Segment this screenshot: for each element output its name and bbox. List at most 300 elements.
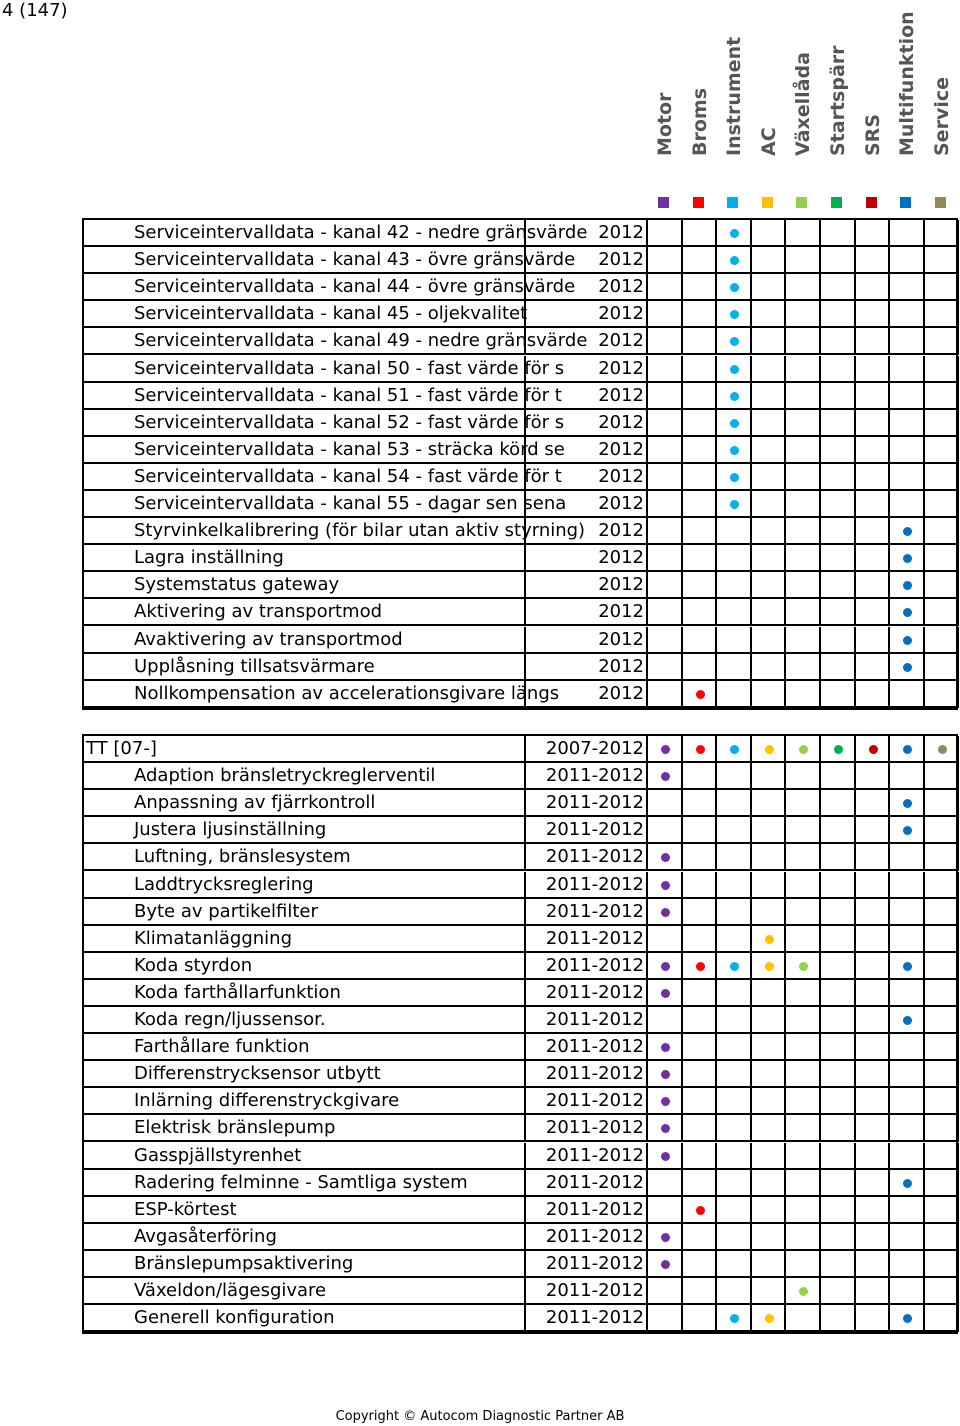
- table-row: [84, 899, 956, 926]
- cell-växellåda: [786, 383, 821, 410]
- cell-broms: [683, 545, 718, 572]
- cell-multifunktion: [890, 1170, 925, 1197]
- column-header-växellåda: [786, 52, 820, 208]
- cell-service: [925, 1088, 960, 1115]
- cell-multifunktion: [890, 872, 925, 899]
- row-year: 2012: [526, 491, 648, 518]
- cell-srs: [856, 627, 891, 654]
- cell-motor: [648, 328, 683, 355]
- cell-startspärr: [821, 736, 856, 763]
- row-year: 2012: [526, 301, 648, 328]
- cell-broms: [683, 1224, 718, 1251]
- cell-ac: [752, 980, 787, 1007]
- cell-multifunktion: [890, 356, 925, 383]
- cell-startspärr: [821, 926, 856, 953]
- cell-srs: [856, 1305, 891, 1332]
- legend-square-icon: [935, 197, 946, 208]
- cell-växellåda: [786, 220, 821, 247]
- cell-broms: [683, 736, 718, 763]
- legend-square-icon: [900, 197, 911, 208]
- cell-växellåda: [786, 736, 821, 763]
- cell-multifunktion: [890, 1224, 925, 1251]
- row-year: 2012: [526, 328, 648, 355]
- row-year: 2011-2012: [526, 1197, 648, 1224]
- cell-instrument: [717, 926, 752, 953]
- cell-service: [925, 437, 960, 464]
- cell-ac: [752, 1061, 787, 1088]
- cell-instrument: [717, 464, 752, 491]
- cell-service: [925, 383, 960, 410]
- table-row: [84, 844, 956, 871]
- cell-motor: [648, 356, 683, 383]
- cell-växellåda: [786, 1251, 821, 1278]
- cell-växellåda: [786, 1061, 821, 1088]
- column-header-startspärr: [821, 45, 855, 208]
- cell-startspärr: [821, 654, 856, 681]
- row-year: 2012: [526, 464, 648, 491]
- cell-ac: [752, 817, 787, 844]
- cell-multifunktion: [890, 1251, 925, 1278]
- cell-service: [925, 926, 960, 953]
- table-row: [84, 220, 956, 247]
- cell-multifunktion: [890, 1305, 925, 1332]
- cell-multifunktion: [890, 599, 925, 626]
- cell-srs: [856, 681, 891, 708]
- cell-srs: [856, 817, 891, 844]
- cell-instrument: [717, 1061, 752, 1088]
- cell-multifunktion: [890, 926, 925, 953]
- row-year: 2007-2012: [526, 736, 648, 763]
- cell-service: [925, 328, 960, 355]
- cell-motor: [648, 1305, 683, 1332]
- cell-växellåda: [786, 437, 821, 464]
- table-row: [84, 980, 956, 1007]
- row-name: Anpassning av fjärrkontroll: [84, 790, 526, 817]
- system-dot-icon: [799, 1287, 808, 1296]
- cell-startspärr: [821, 1305, 856, 1332]
- cell-ac: [752, 1170, 787, 1197]
- row-year: 2011-2012: [526, 844, 648, 871]
- cell-service: [925, 844, 960, 871]
- cell-broms: [683, 763, 718, 790]
- cell-motor: [648, 899, 683, 926]
- cell-broms: [683, 1251, 718, 1278]
- cell-srs: [856, 328, 891, 355]
- table-row: [84, 410, 956, 437]
- cell-multifunktion: [890, 383, 925, 410]
- cell-motor: [648, 817, 683, 844]
- system-dot-icon: [903, 1016, 912, 1025]
- cell-broms: [683, 572, 718, 599]
- cell-startspärr: [821, 844, 856, 871]
- table-row: [84, 681, 956, 708]
- system-dot-icon: [661, 1124, 670, 1133]
- cell-srs: [856, 1170, 891, 1197]
- system-dot-icon: [730, 337, 739, 346]
- cell-multifunktion: [890, 247, 925, 274]
- table-row: [84, 464, 956, 491]
- cell-multifunktion: [890, 491, 925, 518]
- cell-växellåda: [786, 844, 821, 871]
- cell-service: [925, 572, 960, 599]
- cell-srs: [856, 1224, 891, 1251]
- cell-motor: [648, 1115, 683, 1142]
- cell-ac: [752, 926, 787, 953]
- cell-ac: [752, 844, 787, 871]
- cell-instrument: [717, 1007, 752, 1034]
- row-name: Laddtrycksreglering: [84, 872, 526, 899]
- cell-ac: [752, 383, 787, 410]
- table-row: [84, 763, 956, 790]
- cell-service: [925, 1170, 960, 1197]
- cell-broms: [683, 1197, 718, 1224]
- cell-ac: [752, 274, 787, 301]
- system-dot-icon: [903, 581, 912, 590]
- cell-växellåda: [786, 654, 821, 681]
- cell-service: [925, 1143, 960, 1170]
- cell-instrument: [717, 1115, 752, 1142]
- system-dot-icon: [661, 772, 670, 781]
- column-header-broms: [683, 58, 717, 208]
- cell-broms: [683, 383, 718, 410]
- row-year: 2012: [526, 274, 648, 301]
- cell-multifunktion: [890, 545, 925, 572]
- cell-multifunktion: [890, 736, 925, 763]
- cell-broms: [683, 1034, 718, 1061]
- cell-ac: [752, 1197, 787, 1224]
- legend-square-icon: [658, 197, 669, 208]
- row-year: 2012: [526, 654, 648, 681]
- row-name: Klimatanläggning: [84, 926, 526, 953]
- cell-startspärr: [821, 410, 856, 437]
- cell-växellåda: [786, 1278, 821, 1305]
- cell-broms: [683, 654, 718, 681]
- cell-ac: [752, 1251, 787, 1278]
- cell-ac: [752, 790, 787, 817]
- cell-service: [925, 1224, 960, 1251]
- cell-broms: [683, 518, 718, 545]
- cell-service: [925, 627, 960, 654]
- cell-motor: [648, 301, 683, 328]
- cell-broms: [683, 410, 718, 437]
- cell-motor: [648, 654, 683, 681]
- column-header-motor: [648, 58, 682, 208]
- cell-växellåda: [786, 1197, 821, 1224]
- cell-startspärr: [821, 247, 856, 274]
- row-year: 2012: [526, 383, 648, 410]
- cell-motor: [648, 274, 683, 301]
- cell-srs: [856, 545, 891, 572]
- column-header-instrument: [717, 36, 751, 208]
- system-dot-icon: [938, 745, 947, 754]
- cell-motor: [648, 1251, 683, 1278]
- cell-instrument: [717, 1251, 752, 1278]
- cell-srs: [856, 410, 891, 437]
- cell-växellåda: [786, 1224, 821, 1251]
- cell-växellåda: [786, 301, 821, 328]
- cell-ac: [752, 681, 787, 708]
- cell-broms: [683, 1115, 718, 1142]
- cell-srs: [856, 274, 891, 301]
- cell-multifunktion: [890, 437, 925, 464]
- cell-växellåda: [786, 980, 821, 1007]
- cell-motor: [648, 736, 683, 763]
- row-name: Aktivering av transportmod: [84, 599, 526, 626]
- cell-instrument: [717, 1088, 752, 1115]
- system-dot-icon: [765, 935, 774, 944]
- cell-multifunktion: [890, 1034, 925, 1061]
- cell-instrument: [717, 1305, 752, 1332]
- cell-service: [925, 491, 960, 518]
- cell-instrument: [717, 627, 752, 654]
- cell-srs: [856, 437, 891, 464]
- cell-service: [925, 817, 960, 844]
- table-row: [84, 1251, 956, 1278]
- system-dot-icon: [661, 1152, 670, 1161]
- table-row: [84, 1170, 956, 1197]
- legend-square-icon: [796, 197, 807, 208]
- row-year: 2011-2012: [526, 1224, 648, 1251]
- cell-instrument: [717, 654, 752, 681]
- cell-instrument: [717, 437, 752, 464]
- cell-motor: [648, 599, 683, 626]
- row-name: Koda farthållarfunktion: [84, 980, 526, 1007]
- cell-motor: [648, 220, 683, 247]
- cell-ac: [752, 437, 787, 464]
- row-year: 2011-2012: [526, 1115, 648, 1142]
- cell-service: [925, 654, 960, 681]
- cell-ac: [752, 410, 787, 437]
- cell-ac: [752, 518, 787, 545]
- row-name: Elektrisk bränslepump: [84, 1115, 526, 1142]
- row-name: Bränslepumpsaktivering: [84, 1251, 526, 1278]
- cell-ac: [752, 763, 787, 790]
- cell-startspärr: [821, 899, 856, 926]
- cell-srs: [856, 926, 891, 953]
- cell-broms: [683, 899, 718, 926]
- system-dot-icon: [730, 745, 739, 754]
- table-row: [84, 572, 956, 599]
- cell-srs: [856, 491, 891, 518]
- column-header-label: SRS: [861, 114, 884, 156]
- cell-växellåda: [786, 356, 821, 383]
- system-dot-icon: [661, 989, 670, 998]
- cell-motor: [648, 545, 683, 572]
- cell-multifunktion: [890, 328, 925, 355]
- cell-startspärr: [821, 790, 856, 817]
- system-dot-icon: [730, 500, 739, 509]
- cell-broms: [683, 872, 718, 899]
- cell-service: [925, 899, 960, 926]
- legend-square-icon: [866, 197, 877, 208]
- row-year: 2012: [526, 247, 648, 274]
- table-row: [84, 247, 956, 274]
- cell-startspärr: [821, 817, 856, 844]
- cell-service: [925, 1251, 960, 1278]
- cell-multifunktion: [890, 1088, 925, 1115]
- cell-srs: [856, 980, 891, 1007]
- column-header-label: Multifunktion: [896, 11, 919, 156]
- cell-multifunktion: [890, 844, 925, 871]
- cell-växellåda: [786, 572, 821, 599]
- table-row: [84, 437, 956, 464]
- cell-motor: [648, 383, 683, 410]
- cell-multifunktion: [890, 980, 925, 1007]
- row-year: 2012: [526, 518, 648, 545]
- system-dot-icon: [903, 1179, 912, 1188]
- cell-växellåda: [786, 899, 821, 926]
- cell-startspärr: [821, 301, 856, 328]
- column-header-label: Växellåda: [792, 52, 815, 156]
- table-row: [84, 654, 956, 681]
- cell-växellåda: [786, 1088, 821, 1115]
- table-2: [82, 734, 958, 1334]
- table-row: [84, 274, 956, 301]
- row-year: 2011-2012: [526, 926, 648, 953]
- cell-broms: [683, 356, 718, 383]
- column-header-label: AC: [757, 127, 780, 156]
- table-row: [84, 1224, 956, 1251]
- cell-instrument: [717, 572, 752, 599]
- row-name: Serviceintervalldata - kanal 50 - fast värde för s: [84, 356, 526, 383]
- cell-srs: [856, 220, 891, 247]
- cell-ac: [752, 1088, 787, 1115]
- legend-square-icon: [762, 197, 773, 208]
- row-year: 2011-2012: [526, 1143, 648, 1170]
- cell-instrument: [717, 410, 752, 437]
- cell-broms: [683, 1061, 718, 1088]
- cell-startspärr: [821, 220, 856, 247]
- cell-växellåda: [786, 681, 821, 708]
- cell-srs: [856, 356, 891, 383]
- cell-broms: [683, 464, 718, 491]
- cell-instrument: [717, 899, 752, 926]
- cell-instrument: [717, 301, 752, 328]
- cell-service: [925, 790, 960, 817]
- system-dot-icon: [730, 962, 739, 971]
- row-name: Serviceintervalldata - kanal 51 - fast värde för t: [84, 383, 526, 410]
- cell-motor: [648, 1061, 683, 1088]
- system-dot-icon: [661, 1070, 670, 1079]
- cell-multifunktion: [890, 1143, 925, 1170]
- system-dot-icon: [661, 962, 670, 971]
- system-dot-icon: [730, 446, 739, 455]
- cell-växellåda: [786, 953, 821, 980]
- system-dot-icon: [730, 365, 739, 374]
- cell-växellåda: [786, 872, 821, 899]
- row-name: Generell konfiguration: [84, 1305, 526, 1332]
- cell-ac: [752, 301, 787, 328]
- row-year: 2012: [526, 681, 648, 708]
- row-name: Serviceintervalldata - kanal 44 - övre gränsvärde: [84, 274, 526, 301]
- cell-motor: [648, 1088, 683, 1115]
- cell-växellåda: [786, 627, 821, 654]
- cell-srs: [856, 383, 891, 410]
- column-header-label: Instrument: [723, 36, 746, 156]
- cell-startspärr: [821, 980, 856, 1007]
- cell-växellåda: [786, 491, 821, 518]
- cell-växellåda: [786, 410, 821, 437]
- row-name: Justera ljusinställning: [84, 817, 526, 844]
- cell-startspärr: [821, 545, 856, 572]
- cell-ac: [752, 872, 787, 899]
- system-dot-icon: [765, 962, 774, 971]
- cell-ac: [752, 1115, 787, 1142]
- cell-multifunktion: [890, 953, 925, 980]
- cell-service: [925, 872, 960, 899]
- cell-srs: [856, 518, 891, 545]
- row-name: Farthållare funktion: [84, 1034, 526, 1061]
- page-number: 4 (147): [2, 0, 68, 21]
- table-row: [84, 872, 956, 899]
- table-1: [82, 218, 958, 710]
- row-year: 2012: [526, 437, 648, 464]
- column-header-srs: [856, 58, 890, 208]
- table-row: [84, 491, 956, 518]
- cell-motor: [648, 1170, 683, 1197]
- cell-instrument: [717, 518, 752, 545]
- cell-service: [925, 681, 960, 708]
- cell-instrument: [717, 1034, 752, 1061]
- cell-ac: [752, 1224, 787, 1251]
- cell-broms: [683, 437, 718, 464]
- cell-startspärr: [821, 572, 856, 599]
- row-year: 2011-2012: [526, 817, 648, 844]
- table-row: [84, 1088, 956, 1115]
- cell-ac: [752, 356, 787, 383]
- row-year: 2011-2012: [526, 1278, 648, 1305]
- cell-motor: [648, 572, 683, 599]
- cell-växellåda: [786, 1007, 821, 1034]
- cell-motor: [648, 410, 683, 437]
- cell-service: [925, 1197, 960, 1224]
- row-name: Koda regn/ljussensor.: [84, 1007, 526, 1034]
- cell-motor: [648, 518, 683, 545]
- cell-multifunktion: [890, 572, 925, 599]
- column-header-label: Service: [930, 77, 953, 156]
- cell-instrument: [717, 763, 752, 790]
- cell-broms: [683, 599, 718, 626]
- table-row: [84, 1305, 956, 1332]
- system-dot-icon: [730, 229, 739, 238]
- cell-motor: [648, 953, 683, 980]
- cell-srs: [856, 872, 891, 899]
- table-row: [84, 518, 956, 545]
- cell-srs: [856, 736, 891, 763]
- system-dot-icon: [903, 826, 912, 835]
- cell-service: [925, 301, 960, 328]
- cell-broms: [683, 1170, 718, 1197]
- cell-broms: [683, 817, 718, 844]
- table-row: [84, 627, 956, 654]
- cell-motor: [648, 247, 683, 274]
- cell-multifunktion: [890, 301, 925, 328]
- cell-startspärr: [821, 953, 856, 980]
- cell-instrument: [717, 872, 752, 899]
- cell-service: [925, 1034, 960, 1061]
- cell-växellåda: [786, 1143, 821, 1170]
- row-name: Växeldon/lägesgivare: [84, 1278, 526, 1305]
- cell-motor: [648, 1143, 683, 1170]
- table-row: [84, 545, 956, 572]
- row-name: ESP-körtest: [84, 1197, 526, 1224]
- cell-multifunktion: [890, 220, 925, 247]
- cell-motor: [648, 763, 683, 790]
- cell-broms: [683, 1088, 718, 1115]
- cell-multifunktion: [890, 790, 925, 817]
- cell-instrument: [717, 274, 752, 301]
- cell-startspärr: [821, 1224, 856, 1251]
